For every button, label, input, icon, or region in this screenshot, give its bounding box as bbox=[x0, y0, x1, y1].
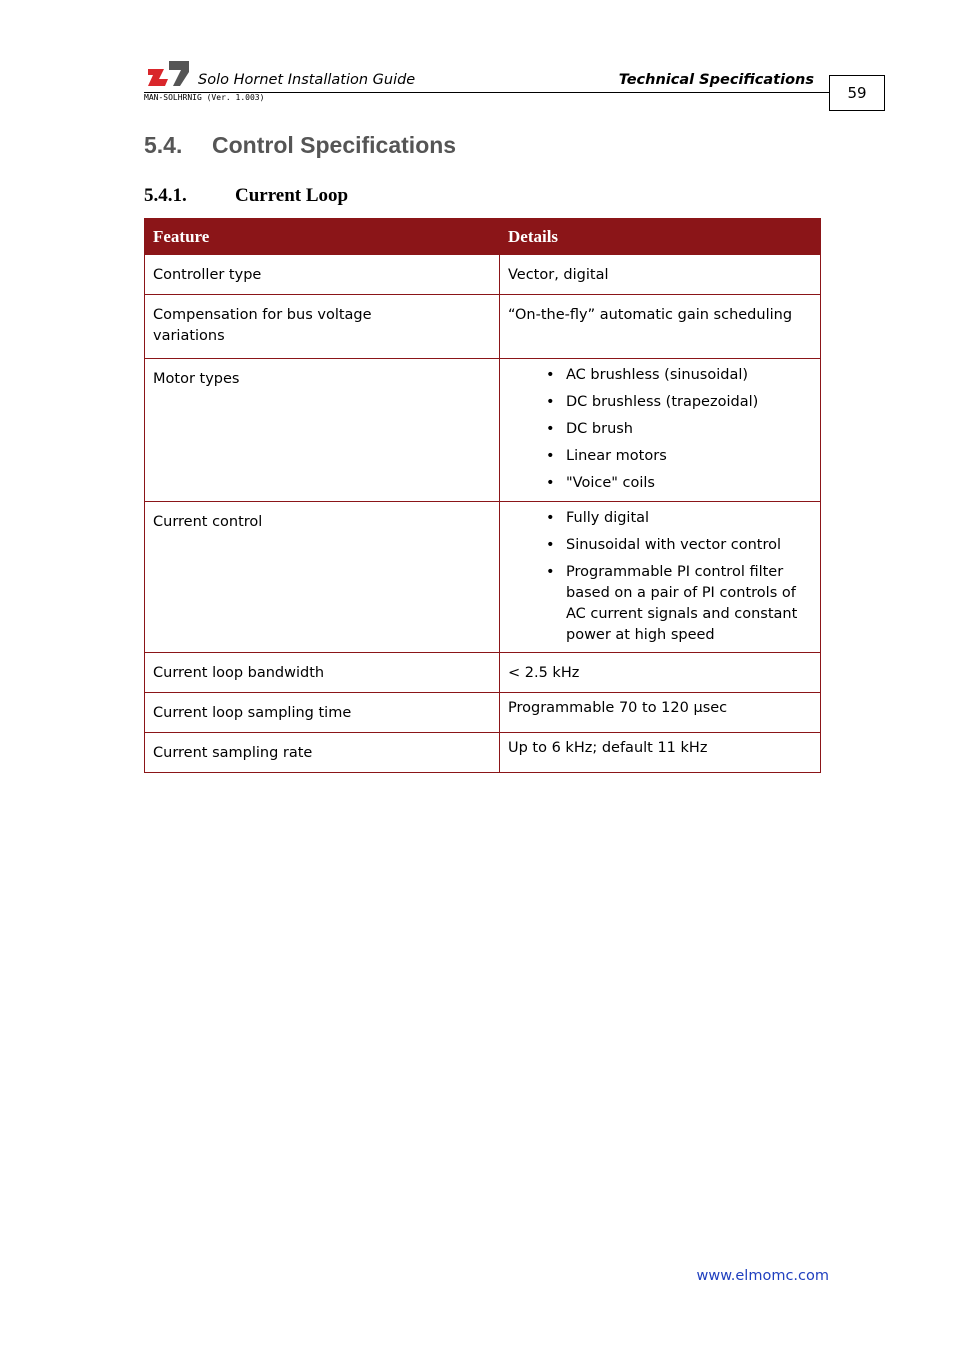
document-version: MAN-SOLHRNIG (Ver. 1.003) bbox=[144, 93, 265, 102]
feature-cell: Current control bbox=[145, 502, 500, 653]
feature-cell: Motor types bbox=[145, 359, 500, 502]
table-row bbox=[145, 502, 821, 653]
header-section-name: Technical Specifications bbox=[618, 72, 814, 88]
subsection-number: 5.4.1. bbox=[144, 185, 187, 206]
feature-cell: Compensation for bus voltage variations bbox=[145, 295, 500, 359]
detail-cell: Up to 6 kHz; default 11 kHz bbox=[500, 733, 821, 773]
feature-cell: Controller type bbox=[145, 255, 500, 295]
list-item: • DC brushless (trapezoidal) bbox=[566, 392, 812, 413]
section-heading bbox=[144, 132, 456, 159]
elmo-logo-icon bbox=[148, 58, 190, 88]
table-row bbox=[145, 733, 821, 773]
website-link[interactable]: www.elmomc.com bbox=[696, 1268, 829, 1284]
detail-cell: “On-the-fly” automatic gain scheduling bbox=[500, 295, 821, 359]
list-item: • Linear motors bbox=[566, 446, 812, 467]
table-row bbox=[145, 653, 821, 693]
detail-cell: < 2.5 kHz bbox=[500, 653, 821, 693]
list-item: • "Voice" coils bbox=[566, 473, 812, 494]
list-item: • Programmable PI control filter based on a pair of PI controls of AC current signals and constant power at high speed bbox=[566, 562, 812, 646]
table-row bbox=[145, 693, 821, 733]
table-header-row bbox=[145, 219, 821, 255]
column-header-details: Details bbox=[500, 219, 821, 255]
current-control-list bbox=[508, 508, 812, 646]
detail-cell: Vector, digital bbox=[500, 255, 821, 295]
subsection-heading bbox=[144, 185, 348, 207]
subsection-title: Current Loop bbox=[235, 185, 349, 206]
detail-cell bbox=[500, 359, 821, 502]
section-title: Control Specifications bbox=[212, 132, 457, 158]
column-header-feature: Feature bbox=[145, 219, 500, 255]
detail-cell bbox=[500, 502, 821, 653]
list-item: • DC brush bbox=[566, 419, 812, 440]
table-row bbox=[145, 255, 821, 295]
feature-cell: Current loop sampling time bbox=[145, 693, 500, 733]
document-title: Solo Hornet Installation Guide bbox=[198, 72, 416, 88]
feature-cell: Current loop bandwidth bbox=[145, 653, 500, 693]
current-loop-spec-table bbox=[144, 218, 821, 773]
feature-cell: Current sampling rate bbox=[145, 733, 500, 773]
page-number: 59 bbox=[829, 75, 885, 111]
list-item: • Sinusoidal with vector control bbox=[566, 535, 812, 556]
detail-cell: Programmable 70 to 120 µsec bbox=[500, 693, 821, 733]
section-number: 5.4. bbox=[144, 132, 183, 158]
list-item: • AC brushless (sinusoidal) bbox=[566, 365, 812, 386]
table-row bbox=[145, 359, 821, 502]
motor-types-list bbox=[508, 365, 812, 494]
table-row bbox=[145, 295, 821, 359]
list-item: • Fully digital bbox=[566, 508, 812, 529]
